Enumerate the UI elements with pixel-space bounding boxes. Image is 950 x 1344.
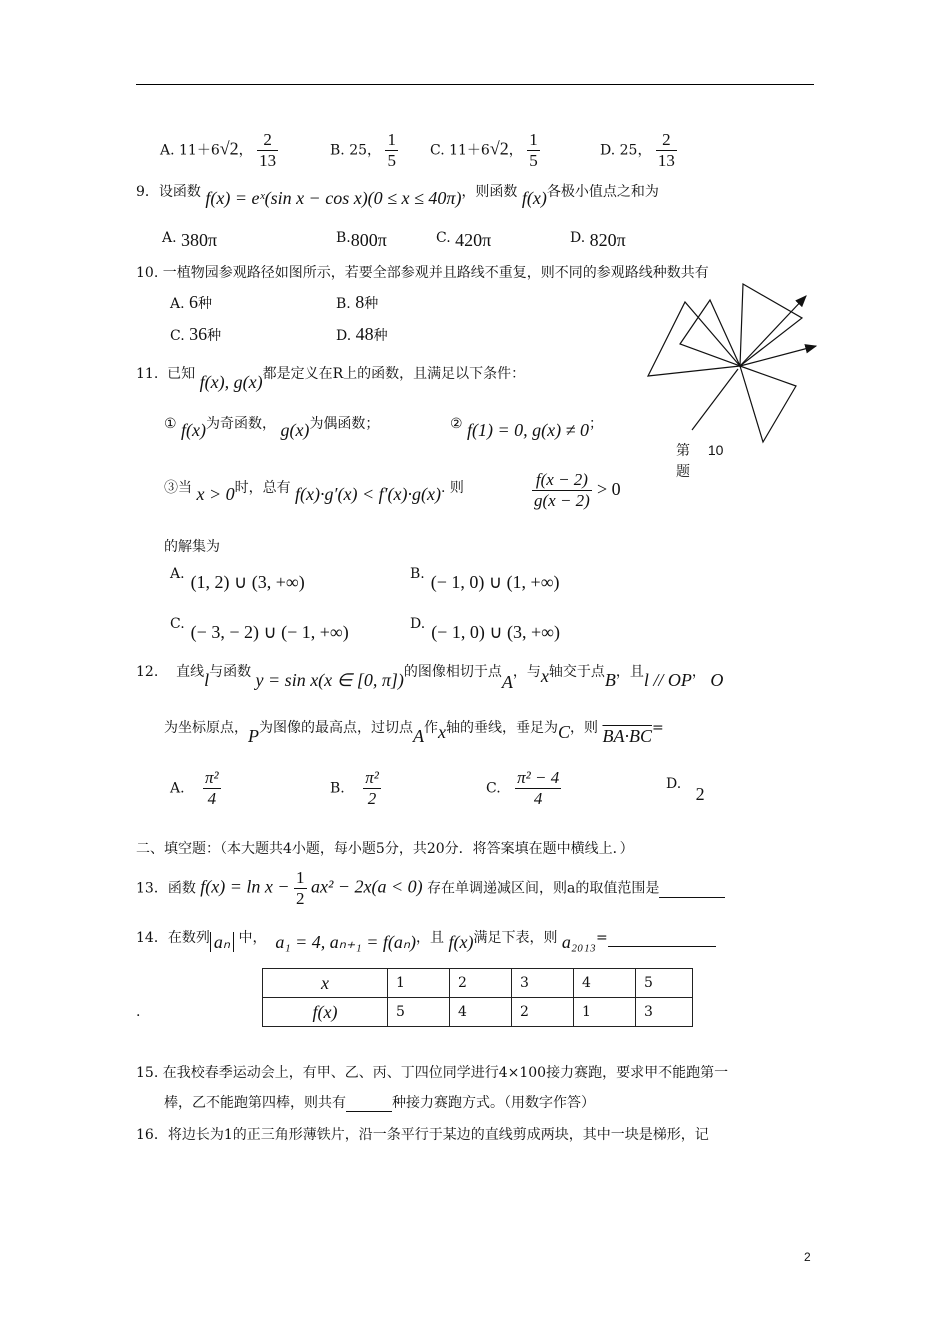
text: 棒，乙不能跑第四棒，则共有 bbox=[164, 1095, 346, 1111]
q15-stem-line2 bbox=[164, 1092, 595, 1112]
q16-stem-line1: 16．将边长为1的正三角形薄铁片，沿一条平行于某边的直线剪成两块，其中一块是梯形，记 bbox=[136, 1127, 709, 1143]
caption-text: 第 bbox=[676, 443, 690, 459]
text: 设函数 bbox=[158, 184, 201, 200]
text: 与函数 bbox=[209, 664, 252, 680]
option-value: (− 1, 0) ∪ (3, +∞) bbox=[431, 622, 560, 642]
numerator: π² − 4 bbox=[517, 768, 560, 787]
q10-option-a bbox=[170, 292, 212, 313]
q9-option-a bbox=[162, 226, 218, 250]
text: 满足下表，则 bbox=[473, 930, 558, 946]
point-label: O bbox=[710, 670, 724, 690]
header-rule bbox=[136, 84, 814, 85]
q9-stem bbox=[136, 180, 659, 208]
vector-expr: BA·BC bbox=[602, 726, 652, 746]
q11-condition-2 bbox=[450, 412, 604, 440]
q11-solution-label: 的解集为 bbox=[164, 539, 220, 555]
denominator: 2 bbox=[367, 789, 377, 808]
option-label: D. bbox=[666, 776, 682, 792]
option-label: C. 11＋6 bbox=[430, 142, 490, 159]
text: = bbox=[595, 930, 608, 946]
math-expr: f(x) bbox=[181, 420, 206, 440]
table-header-cell: x bbox=[263, 969, 388, 998]
text: 为奇函数， bbox=[206, 416, 276, 432]
figure-caption bbox=[676, 440, 723, 460]
text: ，且 bbox=[615, 664, 644, 680]
denominator: 2 bbox=[296, 889, 305, 908]
q11-inequality bbox=[532, 470, 621, 511]
denominator: 4 bbox=[207, 789, 217, 808]
option-label: C. bbox=[170, 328, 185, 344]
math-expr: y = sin x(x ∈ [0, π]) bbox=[255, 670, 404, 690]
table-cell: 1 bbox=[574, 998, 636, 1027]
q12-option-a bbox=[170, 768, 221, 809]
numerator: π² bbox=[205, 768, 219, 787]
q9-option-d bbox=[570, 226, 626, 250]
triangle-lower-right bbox=[740, 366, 796, 442]
fraction bbox=[294, 868, 307, 909]
comma: ， bbox=[238, 142, 253, 159]
table-row bbox=[263, 998, 693, 1027]
fraction bbox=[257, 130, 278, 171]
point-label: A bbox=[413, 726, 424, 746]
q9-option-c bbox=[436, 226, 492, 250]
exit-arrow-upper bbox=[740, 296, 806, 366]
text: 都是定义在R上的函数，且满足以下条件： bbox=[262, 366, 526, 382]
option-label: C. bbox=[486, 780, 501, 797]
text: . 则 bbox=[440, 480, 464, 496]
math-expr: f(x)·g′(x) < f′(x)·g(x) bbox=[295, 484, 441, 504]
q14-stem bbox=[136, 926, 716, 952]
math-expr: aₙ bbox=[210, 932, 234, 952]
point-label: P bbox=[248, 726, 259, 746]
table-header-cell: f(x) bbox=[263, 998, 388, 1027]
q12-stem-line2 bbox=[164, 716, 664, 746]
math-expr: x > 0 bbox=[196, 484, 235, 504]
q10-stem: 10. 一植物园参观路径如图所示，若要全部参观并且路线不重复，则不同的参观路线种数共有 bbox=[136, 265, 709, 281]
option-label: A. 11＋6 bbox=[160, 142, 220, 159]
text: 作 bbox=[424, 720, 438, 736]
option-value: 420π bbox=[455, 230, 492, 250]
question-number: 9． bbox=[136, 184, 159, 200]
math-expr: f(x), g(x) bbox=[199, 372, 263, 392]
condition-mark: ③当 bbox=[164, 480, 192, 496]
text: 各极小值点之和为 bbox=[546, 184, 659, 200]
q12-option-d bbox=[666, 772, 705, 804]
table-cell: 5 bbox=[388, 998, 450, 1027]
math-expr: l // OP bbox=[643, 670, 692, 690]
option-value: 6 bbox=[189, 292, 199, 312]
option-value: 8 bbox=[355, 292, 365, 312]
text: 中， bbox=[238, 930, 267, 946]
fraction bbox=[532, 470, 592, 511]
fraction bbox=[527, 130, 540, 171]
text: ， bbox=[691, 664, 706, 680]
text: 为偶函数； bbox=[309, 416, 380, 432]
option-label: C. bbox=[170, 616, 185, 632]
denominator: 5 bbox=[387, 151, 396, 170]
q8-option-c bbox=[430, 130, 540, 171]
q11-condition-1 bbox=[164, 412, 380, 440]
option-value: 36 bbox=[189, 324, 208, 344]
q14-dot: . bbox=[136, 1004, 141, 1020]
option-label: B. bbox=[336, 230, 351, 246]
text: 直线 bbox=[176, 664, 205, 680]
text: 的图像相切于点 bbox=[403, 664, 502, 680]
option-label: B. bbox=[410, 566, 425, 582]
option-unit: 种 bbox=[198, 296, 213, 312]
denominator: 5 bbox=[529, 151, 538, 170]
numerator: 2 bbox=[257, 130, 278, 151]
option-label: A. bbox=[170, 780, 185, 797]
condition-mark: ① bbox=[164, 416, 177, 432]
option-value: 2 bbox=[695, 784, 705, 804]
q14-value-table bbox=[262, 968, 693, 1027]
q11-option-c bbox=[170, 612, 349, 642]
option-value: 820π bbox=[589, 230, 626, 250]
numerator: π² bbox=[365, 768, 379, 787]
numerator: 2 bbox=[656, 130, 677, 151]
table-cell: 3 bbox=[636, 998, 693, 1027]
math-expr: l bbox=[204, 670, 210, 690]
table-cell: 4 bbox=[450, 998, 512, 1027]
table-cell: 2 bbox=[450, 969, 512, 998]
q11-stem bbox=[136, 362, 526, 392]
condition-mark: ② bbox=[450, 416, 463, 432]
sqrt-expr: √2 bbox=[489, 138, 509, 159]
q10-option-d bbox=[336, 324, 388, 345]
text: 13．函数 bbox=[136, 880, 196, 897]
math-expr: g(x) bbox=[280, 420, 310, 440]
text: 为坐标原点， bbox=[164, 720, 248, 736]
fraction bbox=[656, 130, 677, 171]
table-cell: 2 bbox=[512, 998, 574, 1027]
option-label: B. 25， bbox=[330, 142, 382, 159]
q12-option-b bbox=[330, 768, 381, 809]
page-number: 2 bbox=[804, 1250, 811, 1264]
math-expr: f(x) = eˣ(sin x − cos x)(0 ≤ x ≤ 40π) bbox=[205, 188, 462, 208]
point-label: A bbox=[501, 672, 513, 692]
math-expr: f(1) = 0, g(x) ≠ 0 bbox=[467, 420, 590, 440]
option-value: 800π bbox=[350, 230, 387, 250]
text: 种接力赛跑方式。（用数字作答） bbox=[392, 1095, 595, 1111]
text: ，与 bbox=[512, 664, 541, 680]
math-expr: ax² − 2x(a < 0) bbox=[310, 876, 423, 897]
fraction bbox=[203, 768, 221, 809]
option-value: (− 1, 0) ∪ (1, +∞) bbox=[430, 572, 560, 592]
text: ，且 bbox=[416, 930, 445, 946]
text: 14．在数列 bbox=[136, 930, 210, 946]
option-label: C. bbox=[436, 230, 451, 246]
entry-path bbox=[692, 369, 738, 430]
answer-blank[interactable] bbox=[659, 881, 725, 898]
option-label: A. bbox=[170, 296, 185, 312]
option-label: A. bbox=[162, 230, 177, 246]
caption-text: 题 bbox=[676, 464, 690, 480]
option-unit: 种 bbox=[207, 328, 222, 344]
q8-option-a bbox=[160, 130, 278, 171]
fraction bbox=[515, 768, 561, 809]
text: 已知 bbox=[167, 366, 196, 382]
text: 存在单调递减区间，则a的取值范围是 bbox=[427, 880, 660, 897]
point-label: C bbox=[558, 722, 571, 742]
q10-option-c bbox=[170, 324, 221, 345]
math-expr: x bbox=[438, 722, 446, 742]
numerator: 1 bbox=[296, 868, 305, 887]
q11-option-b bbox=[410, 562, 560, 592]
q12-option-c bbox=[486, 768, 561, 809]
q11-option-d bbox=[410, 612, 560, 642]
exit-arrow bbox=[740, 346, 816, 366]
math-expr: f(x) bbox=[521, 188, 547, 208]
answer-blank[interactable] bbox=[608, 930, 716, 947]
q11-condition-3 bbox=[164, 476, 464, 504]
numerator: f(x − 2) bbox=[532, 470, 592, 491]
option-label: D. bbox=[336, 328, 352, 344]
text: 为图像的最高点，过切点 bbox=[259, 720, 413, 736]
denominator: 4 bbox=[533, 789, 543, 808]
numerator: 1 bbox=[529, 130, 538, 149]
math-expr: > 0 bbox=[596, 479, 621, 499]
math-expr: x bbox=[540, 666, 549, 686]
option-value: 48 bbox=[355, 324, 374, 344]
text: 时，总有 bbox=[234, 480, 291, 496]
table-cell: 5 bbox=[636, 969, 693, 998]
triangle-left bbox=[648, 302, 740, 376]
text: ，则 bbox=[570, 720, 599, 736]
text: ； bbox=[589, 416, 604, 432]
text: ，则函数 bbox=[461, 184, 518, 200]
question-number: 11. bbox=[136, 366, 159, 382]
caption-number: 10 bbox=[707, 442, 724, 458]
q11-option-a bbox=[170, 562, 305, 592]
table-cell: 1 bbox=[388, 969, 450, 998]
table-cell: 3 bbox=[512, 969, 574, 998]
math-expr: f(x) bbox=[448, 932, 474, 952]
q10-option-b bbox=[336, 292, 378, 313]
numerator: 1 bbox=[387, 130, 396, 149]
table-row bbox=[263, 969, 693, 998]
option-label: B. bbox=[330, 780, 345, 797]
option-label: A. bbox=[170, 566, 185, 582]
text: = bbox=[651, 720, 664, 736]
triangle-upper-right bbox=[740, 284, 802, 366]
answer-blank[interactable] bbox=[346, 1095, 392, 1112]
q8-option-d bbox=[600, 130, 677, 171]
math-expr: f(x) = ln x − bbox=[200, 876, 290, 897]
q8-option-b bbox=[330, 130, 398, 171]
denominator: 13 bbox=[259, 151, 277, 170]
math-expr: a₁ = 4, aₙ₊₁ = f(aₙ) bbox=[275, 932, 417, 952]
text: 轴的垂线，垂足为 bbox=[446, 720, 558, 736]
math-expr: a₂₀₁₃ bbox=[561, 932, 596, 952]
option-value: (− 3, − 2) ∪ (− 1, +∞) bbox=[190, 622, 349, 642]
option-value: (1, 2) ∪ (3, +∞) bbox=[190, 572, 305, 592]
q15-stem-line1: 15. 在我校春季运动会上，有甲、乙、丙、丁四位同学进行4×100接力赛跑，要求甲不能跑第一 bbox=[136, 1065, 729, 1081]
option-unit: 种 bbox=[364, 296, 379, 312]
option-label: D. bbox=[570, 230, 586, 246]
point-label: B bbox=[604, 670, 616, 690]
option-label: D. bbox=[410, 616, 426, 632]
q12-stem-line1 bbox=[136, 660, 724, 692]
option-label: D. 25， bbox=[600, 142, 652, 159]
q9-option-b bbox=[336, 226, 387, 250]
sqrt-expr: √2 bbox=[219, 138, 239, 159]
text: 轴交于点 bbox=[548, 664, 605, 680]
denominator: 13 bbox=[657, 151, 675, 170]
option-label: B. bbox=[336, 296, 351, 312]
fraction bbox=[385, 130, 398, 171]
table-cell: 4 bbox=[574, 969, 636, 998]
option-unit: 种 bbox=[373, 328, 388, 344]
q13-stem bbox=[136, 868, 725, 909]
section-heading: 二、填空题：（本大题共4小题，每小题5分，共20分．将答案填在题中横线上．） bbox=[136, 841, 634, 857]
comma: ， bbox=[508, 142, 523, 159]
fraction bbox=[363, 768, 381, 809]
denominator: g(x − 2) bbox=[534, 491, 590, 510]
option-value: 380π bbox=[181, 230, 218, 250]
q10-path-figure bbox=[630, 280, 830, 450]
question-number: 12. bbox=[136, 664, 159, 680]
